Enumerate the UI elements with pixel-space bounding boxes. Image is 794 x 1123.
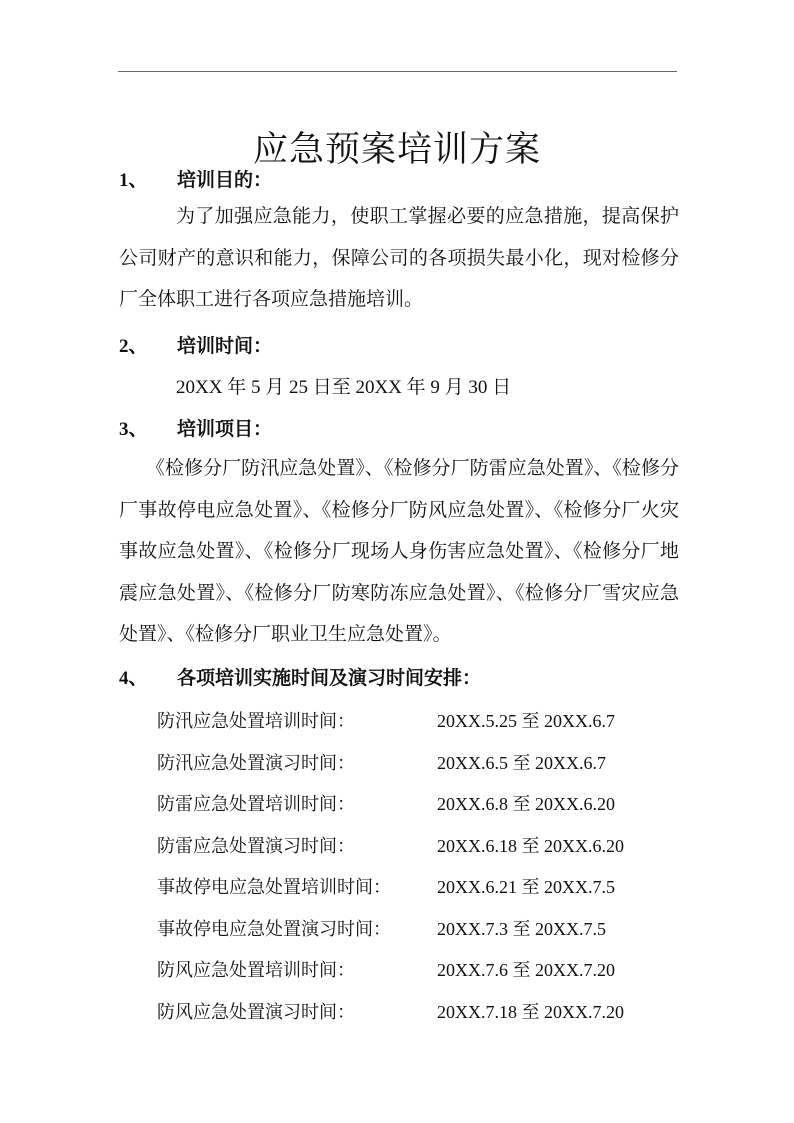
schedule-label: 防汛应急处置演习时间： — [157, 753, 355, 773]
schedule-row — [157, 750, 677, 776]
schedule-row — [157, 957, 677, 983]
schedule-row — [157, 791, 677, 817]
document-title: 应急预案培训方案 — [252, 130, 541, 170]
schedule-range: 20XX.6.5 至 20XX.6.7 — [437, 753, 606, 773]
section-title: 培训时间： — [177, 336, 273, 357]
section-1-paragraph: 为了加强应急能力，使职工掌握必要的应急措施，提高保护公司财产的意识和能力，保障公司的各项损失最小化，现对检修分厂全体职工进行各项应急措施培训。 — [119, 206, 679, 310]
section-4-heading — [119, 666, 481, 692]
schedule-range: 20XX.6.18 至 20XX.6.20 — [437, 836, 624, 856]
schedule-row — [157, 916, 677, 942]
section-number: 2、 — [119, 336, 148, 357]
schedule-row — [157, 999, 677, 1025]
schedule-range: 20XX.6.21 至 20XX.7.5 — [437, 877, 615, 897]
schedule-label: 防雷应急处置演习时间： — [157, 836, 355, 856]
schedule-range: 20XX.7.3 至 20XX.7.5 — [437, 919, 606, 939]
header-rule — [118, 71, 677, 72]
section-number: 3、 — [119, 419, 148, 440]
schedule-label: 防风应急处置培训时间： — [157, 960, 355, 980]
schedule-label: 事故停电应急处置培训时间： — [157, 877, 391, 897]
section-title: 培训项目： — [177, 419, 273, 440]
section-title: 培训目的： — [177, 170, 273, 191]
section-number: 1、 — [119, 170, 148, 191]
schedule-range: 20XX.7.6 至 20XX.7.20 — [437, 960, 615, 980]
section-1-heading — [119, 168, 272, 194]
section-3-heading — [119, 417, 272, 443]
schedule-range: 20XX.6.8 至 20XX.6.20 — [437, 794, 615, 814]
schedule-label: 事故停电应急处置演习时间： — [157, 919, 391, 939]
schedule-label: 防雷应急处置培训时间： — [157, 794, 355, 814]
schedule-label: 防风应急处置演习时间： — [157, 1002, 355, 1022]
schedule-range: 20XX.5.25 至 20XX.6.7 — [437, 711, 615, 731]
training-period: 20XX 年 5 月 25 日至 20XX 年 9 月 30 日 — [176, 377, 512, 398]
schedule-range: 20XX.7.18 至 20XX.7.20 — [437, 1002, 624, 1022]
schedule-row — [157, 874, 677, 900]
schedule-label: 防汛应急处置培训时间： — [157, 711, 355, 731]
section-2-heading — [119, 334, 272, 360]
schedule-row — [157, 708, 677, 734]
schedule-row — [157, 833, 677, 859]
section-title: 各项培训实施时间及演习时间安排： — [177, 668, 482, 689]
section-number: 4、 — [119, 668, 148, 689]
training-items-paragraph: 《检修分厂防汛应急处置》、《检修分厂防雷应急处置》、《检修分厂事故停电应急处置》、《检修分厂防风应急处置》、《检修分厂火灾事故应急处置》、《检修分厂现场人身伤害应急处置》、《检修分厂地震应急处置》、《检修分厂防寒防冻应急处置》、《检修分厂雪灾应急处置》、《检修分厂职业卫生应急处置》。 — [119, 458, 679, 645]
